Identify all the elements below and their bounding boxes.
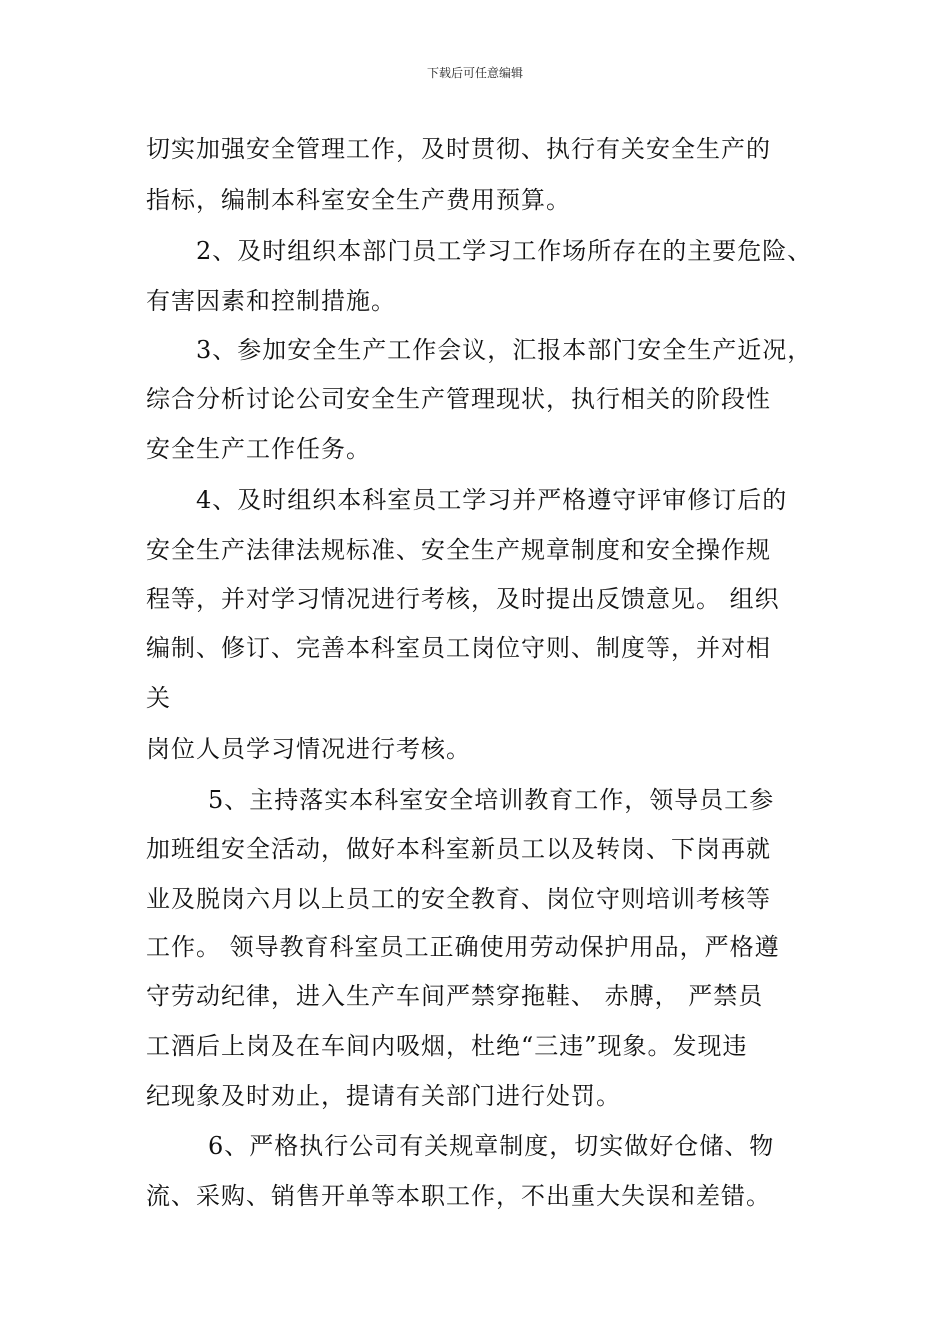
body-text-line: 2、及时组织本部门员工学习工作场所存在的主要危险、	[196, 237, 813, 265]
body-text-line: 岗位人员学习情况进行考核。	[146, 735, 471, 763]
body-text-line: 流、采购、销售开单等本职工作，不出重大失误和差错。	[146, 1182, 771, 1210]
body-text-line: 综合分析讨论公司安全生产管理现状，执行相关的阶段性	[146, 385, 771, 413]
body-text-line: 有害因素和控制措施。	[146, 287, 396, 315]
body-text-line: 编制、修订、完善本科室员工岗位守则、制度等，并对相	[146, 634, 771, 662]
body-text-line: 5、主持落实本科室安全培训教育工作，领导员工参	[208, 786, 775, 814]
body-text-line: 守劳动纪律，进入生产车间严禁穿拖鞋、 赤膊， 严禁员	[146, 982, 764, 1010]
body-text-line: 业及脱岗六月以上员工的安全教育、岗位守则培训考核等	[146, 885, 771, 913]
body-text-line: 关	[146, 684, 171, 712]
body-text-line: 3、参加安全生产工作会议，汇报本部门安全生产近况，	[196, 336, 813, 364]
body-text-line: 纪现象及时劝止，提请有关部门进行处罚。	[146, 1082, 621, 1110]
body-text-line: 工酒后上岗及在车间内吸烟，杜绝“三违”现象。发现违	[146, 1032, 748, 1060]
body-text-line: 切实加强安全管理工作，及时贯彻、执行有关安全生产的	[146, 135, 771, 163]
body-text-line: 4、及时组织本科室员工学习并严格遵守评审修订后的	[196, 486, 788, 514]
body-text-line: 工作。 领导教育科室员工正确使用劳动保护用品，严格遵	[146, 933, 780, 961]
body-text-line: 指标，编制本科室安全生产费用预算。	[146, 186, 571, 214]
body-text-line: 6、严格执行公司有关规章制度，切实做好仓储、物	[208, 1132, 775, 1160]
body-text-line: 程等，并对学习情况进行考核，及时提出反馈意见。 组织	[146, 585, 780, 613]
page-header-note: 下载后可任意编辑	[426, 66, 523, 80]
body-text-line: 加班组安全活动，做好本科室新员工以及转岗、下岗再就	[146, 835, 771, 863]
body-text-line: 安全生产法律法规标准、安全生产规章制度和安全操作规	[146, 536, 771, 564]
body-text-line: 安全生产工作任务。	[146, 435, 371, 463]
